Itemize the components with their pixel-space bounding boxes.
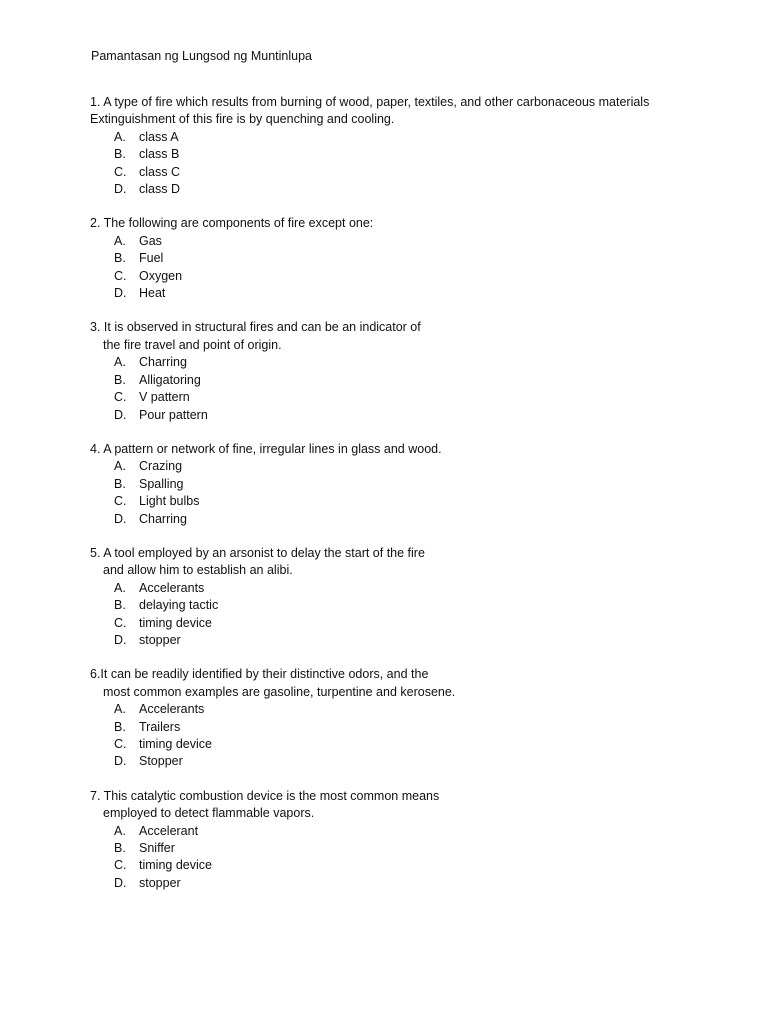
question-7 bbox=[90, 788, 730, 892]
option-text: class A bbox=[139, 129, 179, 144]
question-3 bbox=[90, 319, 730, 423]
option-text: stopper bbox=[139, 632, 181, 647]
question-list bbox=[90, 94, 730, 909]
question-text: 5. A tool employed by an arsonist to delay the start of the fire bbox=[90, 545, 425, 560]
option-a bbox=[90, 580, 730, 597]
option-b bbox=[90, 372, 730, 389]
option-letter: D. bbox=[114, 286, 127, 301]
option-letter: B. bbox=[114, 372, 126, 387]
option-letter: A. bbox=[114, 580, 126, 595]
question-text: 6.It can be readily identified by their distinctive odors, and the bbox=[90, 667, 429, 682]
option-letter: A. bbox=[114, 355, 126, 370]
option-d bbox=[90, 181, 730, 198]
option-d bbox=[90, 875, 730, 892]
answer-options bbox=[90, 823, 730, 893]
option-text: Fuel bbox=[139, 251, 164, 266]
option-text: timing device bbox=[139, 858, 212, 873]
option-b bbox=[90, 476, 730, 493]
option-b bbox=[90, 597, 730, 614]
option-letter: B. bbox=[114, 719, 126, 734]
answer-options bbox=[90, 580, 730, 650]
option-c bbox=[90, 164, 730, 181]
question-text: 7. This catalytic combustion device is the most common means bbox=[90, 788, 440, 803]
option-text: Charring bbox=[139, 355, 187, 370]
option-letter: D. bbox=[114, 407, 127, 422]
option-d bbox=[90, 407, 730, 424]
option-letter: B. bbox=[114, 147, 126, 162]
option-letter: C. bbox=[114, 494, 127, 509]
option-b bbox=[90, 840, 730, 857]
option-a bbox=[90, 701, 730, 718]
option-c bbox=[90, 389, 730, 406]
option-text: V pattern bbox=[139, 390, 190, 405]
option-text: Spalling bbox=[139, 476, 184, 491]
option-text: Alligatoring bbox=[139, 372, 201, 387]
option-text: Accelerants bbox=[139, 702, 205, 717]
option-letter: B. bbox=[114, 476, 126, 491]
option-text: Stopper bbox=[139, 754, 183, 769]
option-letter: D. bbox=[114, 632, 127, 647]
option-d bbox=[90, 753, 730, 770]
option-text: class B bbox=[139, 147, 180, 162]
option-letter: C. bbox=[114, 737, 127, 751]
option-text: timing device bbox=[139, 615, 212, 630]
option-c bbox=[90, 857, 730, 874]
answer-options bbox=[90, 129, 730, 199]
option-letter: C. bbox=[114, 164, 127, 179]
option-a bbox=[90, 129, 730, 146]
option-text: stopper bbox=[139, 875, 181, 890]
option-text: Accelerant bbox=[139, 823, 199, 838]
option-d bbox=[90, 285, 730, 302]
question-6 bbox=[90, 666, 730, 770]
option-letter: D. bbox=[114, 182, 127, 197]
question-5 bbox=[90, 545, 730, 649]
question-text-continued: employed to detect flammable vapors. bbox=[103, 806, 315, 821]
option-letter: B. bbox=[114, 598, 126, 613]
option-letter: A. bbox=[114, 459, 126, 474]
option-letter: D. bbox=[114, 511, 127, 526]
option-letter: B. bbox=[114, 251, 126, 266]
question-text-continued: Extinguishment of this fire is by quenching and cooling. bbox=[90, 112, 395, 127]
option-text: timing device bbox=[139, 737, 212, 751]
option-letter: A. bbox=[114, 233, 126, 248]
question-text: 2. The following are components of fire except one: bbox=[90, 216, 374, 231]
option-letter: C. bbox=[114, 615, 127, 630]
option-a bbox=[90, 354, 730, 371]
option-c bbox=[90, 268, 730, 285]
answer-options bbox=[90, 458, 730, 528]
option-a bbox=[90, 823, 730, 840]
answer-options bbox=[90, 233, 730, 303]
option-letter: C. bbox=[114, 390, 127, 405]
question-text: 3. It is observed in structural fires and can be an indicator of bbox=[90, 320, 421, 335]
question-text-continued: and allow him to establish an alibi. bbox=[103, 563, 293, 578]
option-letter: A. bbox=[114, 129, 126, 144]
option-c bbox=[90, 493, 730, 510]
option-text: class D bbox=[139, 182, 180, 197]
option-letter: C. bbox=[114, 858, 127, 873]
option-text: Light bulbs bbox=[139, 494, 200, 509]
option-text: Sniffer bbox=[139, 841, 175, 856]
option-b bbox=[90, 250, 730, 267]
option-text: Pour pattern bbox=[139, 407, 208, 422]
option-b bbox=[90, 719, 730, 736]
question-4 bbox=[90, 441, 730, 528]
question-2 bbox=[90, 215, 730, 302]
school-name: Pamantasan ng Lungsod ng Muntinlupa bbox=[91, 49, 312, 63]
option-letter: B. bbox=[114, 841, 126, 856]
option-text: class C bbox=[139, 164, 180, 179]
question-text-continued: the fire travel and point of origin. bbox=[103, 337, 282, 352]
option-a bbox=[90, 458, 730, 475]
option-text: Charring bbox=[139, 511, 187, 526]
question-text: 1. A type of fire which results from burning of wood, paper, textiles, and other carbonaceous materials bbox=[90, 95, 650, 109]
option-text: Heat bbox=[139, 286, 166, 301]
option-letter: C. bbox=[114, 268, 127, 283]
option-b bbox=[90, 146, 730, 163]
question-text-continued: most common examples are gasoline, turpentine and kerosene. bbox=[103, 684, 456, 699]
option-text: Gas bbox=[139, 233, 162, 248]
option-c bbox=[90, 736, 730, 753]
answer-options bbox=[90, 354, 730, 424]
option-letter: A. bbox=[114, 823, 126, 838]
option-d bbox=[90, 632, 730, 649]
option-letter: D. bbox=[114, 754, 127, 769]
option-text: Trailers bbox=[139, 719, 181, 734]
option-letter: A. bbox=[114, 702, 126, 717]
option-c bbox=[90, 615, 730, 632]
question-1 bbox=[90, 94, 730, 198]
option-letter: D. bbox=[114, 875, 127, 890]
answer-options bbox=[90, 701, 730, 771]
option-text: Crazing bbox=[139, 459, 183, 474]
option-text: Oxygen bbox=[139, 268, 183, 283]
option-d bbox=[90, 511, 730, 528]
option-a bbox=[90, 233, 730, 250]
option-text: delaying tactic bbox=[139, 598, 219, 613]
option-text: Accelerants bbox=[139, 580, 205, 595]
question-text: 4. A pattern or network of fine, irregular lines in glass and wood. bbox=[90, 441, 442, 456]
